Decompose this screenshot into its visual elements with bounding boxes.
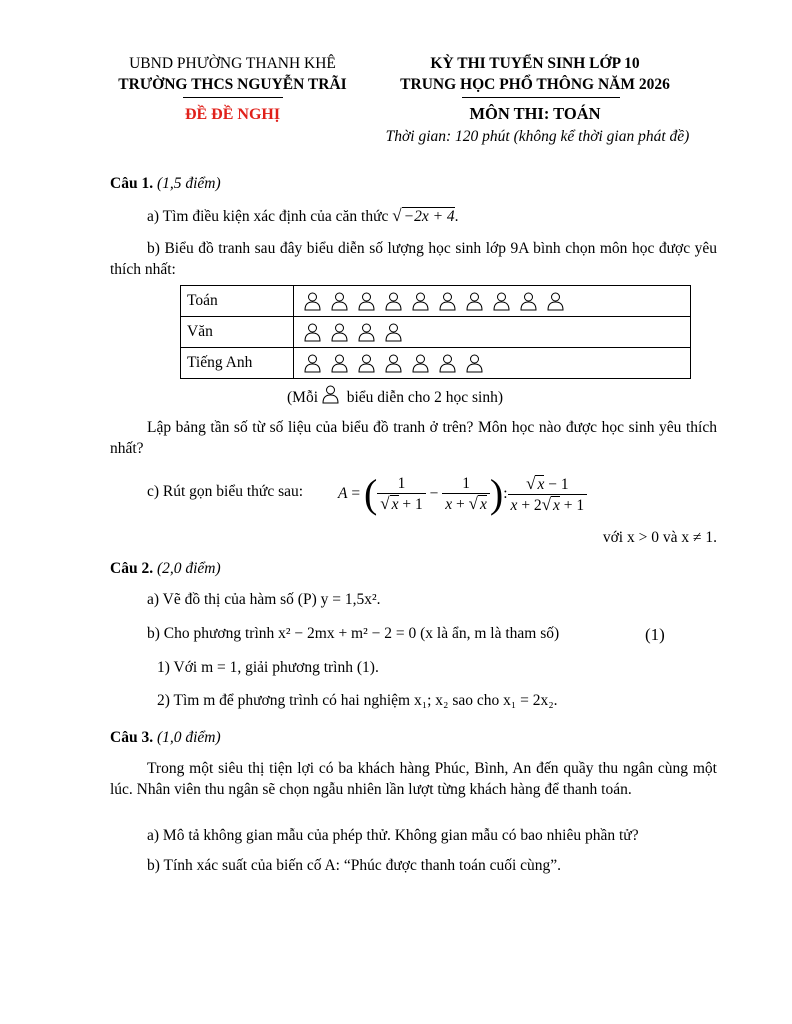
- header-left-line1: UBND PHƯỜNG THANH KHÊ: [129, 55, 336, 72]
- q3-points: (1,0 điểm): [156, 729, 221, 746]
- q2-b-label: (1): [645, 625, 665, 644]
- person-icon: [304, 292, 321, 311]
- header-right-line3: MÔN THI: TOÁN: [469, 104, 601, 123]
- q3-b-text: b) Tính xác suất của biến cố A: “Phúc được thanh toán cuối cùng”.: [147, 857, 562, 874]
- person-icon: [304, 354, 321, 373]
- radical-sign: √: [392, 206, 402, 225]
- q2-title: Câu 2.: [110, 560, 154, 577]
- person-icon: [466, 354, 483, 373]
- q3-heading: [110, 729, 221, 747]
- person-icon: [466, 292, 483, 311]
- header-left-underline: [183, 97, 283, 98]
- person-icon: [412, 354, 429, 373]
- person-icon: [304, 323, 321, 342]
- q1-b-question: Lập bảng tần số từ số liệu của biểu đồ tranh ở trên? Môn học nào được học sinh yêu thích nhất?: [110, 419, 717, 457]
- q1-b-text: b) Biểu đồ tranh sau đây biểu diễn số lượng học sinh lớp 9A bình chọn môn học được yêu thích nhất:: [110, 240, 717, 278]
- q1-c-formula: A = ( $\frac{1}{√ x + 1}$ − $\frac{1}{x + √ x}$ ) : $\frac{√ x - 1}{x + 2√ x + 1}$: [338, 466, 587, 522]
- person-icon: [331, 354, 348, 373]
- pictograph-icons: [294, 348, 691, 379]
- q1-a-text: a) Tìm điều kiện xác định của căn thức: [147, 208, 389, 225]
- q1-heading: [110, 175, 221, 193]
- person-icon: [358, 354, 375, 373]
- header-right-line1: KỲ THI TUYỂN SINH LỚP 10: [430, 55, 640, 72]
- person-icon: [385, 354, 402, 373]
- person-icon: [331, 323, 348, 342]
- person-icon: [439, 292, 456, 311]
- header-left-line2: TRƯỜNG THCS NGUYỄN TRÃI: [118, 76, 347, 93]
- pictograph-row: [181, 286, 691, 317]
- q1-c-text: c) Rút gọn biểu thức sau:: [147, 483, 304, 500]
- person-icon: [412, 292, 429, 311]
- person-icon: [331, 292, 348, 311]
- q1-title: Câu 1.: [110, 175, 154, 192]
- fraction-3: $\frac{√ x - 1}{x + 2√ x + 1}$: [508, 474, 588, 515]
- legend-suffix: biểu diễn cho 2 học sinh): [346, 389, 504, 406]
- header-right-line2: TRUNG HỌC PHỔ THÔNG NĂM 2026: [400, 76, 670, 93]
- pictograph-row: [181, 317, 691, 348]
- header-right-underline: [462, 97, 620, 98]
- q2-points: (2,0 điểm): [156, 560, 221, 577]
- q2-b1-text: 1) Với m = 1, giải phương trình (1).: [157, 659, 379, 676]
- pictograph-row: [181, 348, 691, 379]
- fraction-2: $\frac{1}{x + √ x}$: [442, 475, 490, 514]
- pictograph-subject: Văn: [181, 317, 294, 348]
- q3-a-text: a) Mô tả không gian mẫu của phép thử. Không gian mẫu có bao nhiêu phần tử?: [147, 827, 639, 844]
- fraction-1: $\frac{1}{√ x + 1}$: [377, 475, 425, 514]
- header-right-line4: Thời gian: 120 phút (không kể thời gian phát đề): [385, 128, 690, 145]
- pictograph-table: [180, 285, 691, 379]
- pictograph-subject: Tiếng Anh: [181, 348, 294, 379]
- pictograph-legend: [287, 385, 503, 407]
- person-icon: [520, 292, 537, 311]
- person-icon: [547, 292, 564, 311]
- person-icon: [358, 292, 375, 311]
- q1-a: a) Tìm điều kiện xác định của căn thức √ −2x + 4.: [147, 206, 459, 225]
- person-icon: [493, 292, 510, 311]
- pictograph-icons: [294, 286, 691, 317]
- header-left-line3: ĐỀ ĐỀ NGHỊ: [184, 106, 281, 123]
- person-icon: [439, 354, 456, 373]
- person-icon: [358, 323, 375, 342]
- q2-a-text: a) Vẽ đồ thị của hàm số (P) y = 1,5x².: [147, 591, 381, 608]
- person-icon: [322, 385, 339, 404]
- legend-prefix: (Mỗi: [287, 389, 318, 406]
- q1-c-condition: với x > 0 và x ≠ 1.: [602, 529, 717, 546]
- person-icon: [385, 323, 402, 342]
- person-icon: [385, 292, 402, 311]
- q2-heading: [110, 560, 221, 578]
- q3-intro: Trong một siêu thị tiện lợi có ba khách hàng Phúc, Bình, An đến quầy thu ngân cùng một lúc. Nhân viên thu ngân sẽ chọn ngẫu nhiên lần lượt từng khách hàng để thanh toán.: [110, 760, 717, 798]
- pictograph-subject: Toán: [181, 286, 294, 317]
- q3-title: Câu 3.: [110, 729, 154, 746]
- pictograph-icons: [294, 317, 691, 348]
- q1-points: (1,5 điểm): [156, 175, 221, 192]
- q2-b2-text: 2) Tìm m để phương trình có hai nghiệm x₁; x₂ sao cho x₁ = 2x₂.: [157, 692, 558, 709]
- q1-a-expr: −2x + 4: [403, 208, 455, 225]
- q2-b-text: b) Cho phương trình x² − 2mx + m² − 2 = 0 (x là ẩn, m là tham số): [147, 625, 560, 642]
